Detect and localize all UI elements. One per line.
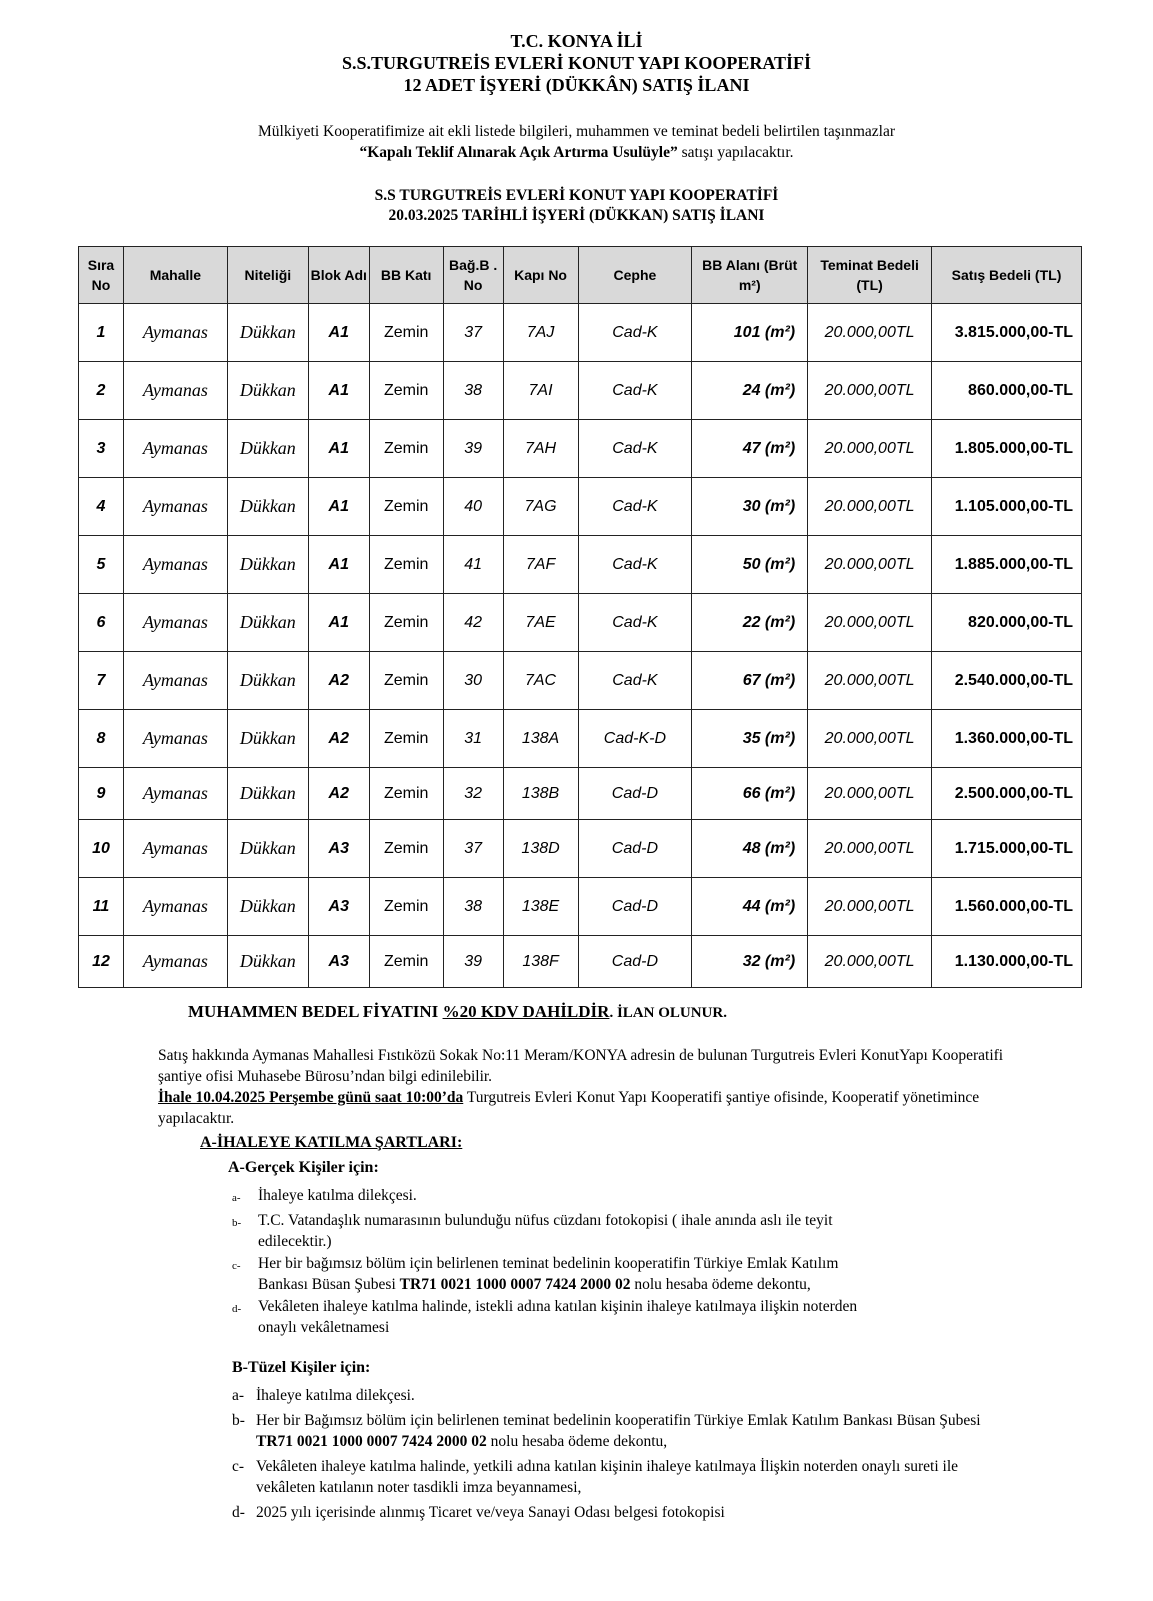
condition-item [232,1253,892,1295]
cell-mahalle: Aymanas [123,768,227,820]
cell-alan: 32 (m²) [692,936,808,988]
table-row [79,878,1082,936]
vat-included: %20 KDV DAHİLDİR [442,1002,610,1021]
cell-cephe: Cad-K [578,652,692,710]
cell-bag: 39 [443,936,503,988]
cell-blok: A1 [308,536,369,594]
cell-no: 2 [79,362,124,420]
intro-rest: satışı yapılacaktır. [677,144,794,161]
cell-kat: Zemin [369,820,443,878]
item-text-pre: Her bir Bağımsız bölüm için belirlenen teminat bedelinin kooperatifin Türkiye Emlak Katılım Bankası Büsan Şubesi [256,1412,981,1429]
cell-cephe: Cad-K-D [578,710,692,768]
document-title [0,30,1153,96]
title-line-2: S.S.TURGUTREİS EVLERİ KONUT YAPI KOOPERATİFİ [341,53,812,73]
cell-nitelik: Dükkan [227,710,308,768]
cell-satis: 820.000,00-TL [932,594,1082,652]
cell-cephe: Cad-D [578,768,692,820]
item-text: T.C. Vatandaşlık numarasının bulunduğu nüfus cüzdanı fotokopisi ( ihale anında aslı ile teyit edilecektir.) [258,1212,833,1250]
item-marker: d- [232,1504,245,1521]
cell-nitelik: Dükkan [227,936,308,988]
table-row [79,820,1082,878]
iban-number: TR71 0021 1000 0007 7424 2000 02 [256,1433,487,1450]
cell-nitelik: Dükkan [227,420,308,478]
column-header: Mahalle [123,247,227,304]
cell-alan: 35 (m²) [692,710,808,768]
item-text: İhaleye katılma dilekçesi. [256,1387,415,1404]
cell-bag: 30 [443,652,503,710]
cell-cephe: Cad-D [578,878,692,936]
cell-teminat: 20.000,00TL [808,362,932,420]
vat-suffix: . İLAN OLUNUR. [609,1005,727,1021]
cell-nitelik: Dükkan [227,878,308,936]
info-paragraph [158,1045,1008,1129]
cell-teminat: 20.000,00TL [808,768,932,820]
cell-nitelik: Dükkan [227,820,308,878]
property-table [78,246,1082,988]
cell-satis: 1.360.000,00-TL [932,710,1082,768]
cell-cephe: Cad-K [578,420,692,478]
cell-alan: 50 (m²) [692,536,808,594]
cell-cephe: Cad-K [578,362,692,420]
column-header: Bağ.B . No [443,247,503,304]
cell-satis: 1.560.000,00-TL [932,878,1082,936]
cell-blok: A3 [308,878,369,936]
cell-nitelik: Dükkan [227,768,308,820]
cell-bag: 42 [443,594,503,652]
auction-date: İhale 10.04.2025 Perşembe günü saat 10:00’da [158,1089,464,1106]
cell-kapi: 138D [503,820,578,878]
cell-satis: 1.885.000,00-TL [932,536,1082,594]
cell-mahalle: Aymanas [123,820,227,878]
cell-teminat: 20.000,00TL [808,420,932,478]
cell-no: 5 [79,536,124,594]
cell-bag: 38 [443,878,503,936]
item-marker: c- [232,1260,241,1272]
cell-alan: 67 (m²) [692,652,808,710]
cell-teminat: 20.000,00TL [808,652,932,710]
cell-teminat: 20.000,00TL [808,936,932,988]
iban-number: TR71 0021 1000 0007 7424 2000 02 [399,1276,631,1293]
cell-kat: Zemin [369,362,443,420]
cell-alan: 30 (m²) [692,478,808,536]
cell-mahalle: Aymanas [123,710,227,768]
cell-bag: 41 [443,536,503,594]
real-persons-title: A-Gerçek Kişiler için: [228,1159,379,1176]
table-row [79,768,1082,820]
title-line-3: 12 ADET İŞYERİ (DÜKKÂN) SATIŞ İLANI [403,75,750,95]
sale-method: “Kapalı Teklif Alınarak Açık Artırma Usulüyle” [359,144,678,161]
conditions-title: A-İHALEYE KATILMA ŞARTLARI: [200,1134,463,1151]
column-header: Niteliği [227,247,308,304]
cell-satis: 1.105.000,00-TL [932,478,1082,536]
cell-kapi: 7AG [503,478,578,536]
cell-no: 1 [79,304,124,362]
subtitle-line-1: S.S TURGUTREİS EVLERİ KONUT YAPI KOOPERATİFİ [374,187,779,204]
cell-satis: 1.715.000,00-TL [932,820,1082,878]
cell-alan: 24 (m²) [692,362,808,420]
cell-bag: 32 [443,768,503,820]
cell-kapi: 7AJ [503,304,578,362]
cell-bag: 31 [443,710,503,768]
cell-kapi: 7AI [503,362,578,420]
cell-bag: 39 [443,420,503,478]
item-text [258,1253,892,1295]
cell-mahalle: Aymanas [123,362,227,420]
table-row [79,936,1082,988]
cell-blok: A3 [308,820,369,878]
cell-blok: A1 [308,594,369,652]
cell-kat: Zemin [369,304,443,362]
auction-location: Turgutreis Evleri Konut Yapı Kooperatifi şantiye ofisinde, Kooperatif yönetimince yapılacaktır. [158,1089,980,1127]
table-row [79,710,1082,768]
cell-no: 10 [79,820,124,878]
cell-kat: Zemin [369,936,443,988]
cell-kat: Zemin [369,594,443,652]
cell-alan: 44 (m²) [692,878,808,936]
cell-bag: 38 [443,362,503,420]
item-text-post: nolu hesaba ödeme dekontu, [486,1433,668,1450]
condition-item [232,1502,992,1523]
item-marker: a- [232,1192,241,1204]
column-header: Sıra No [79,247,124,304]
item-text: İhaleye katılma dilekçesi. [258,1187,417,1204]
cell-blok: A2 [308,652,369,710]
cell-no: 9 [79,768,124,820]
cell-alan: 66 (m²) [692,768,808,820]
item-text-pre: Her bir bağımsız bölüm için belirlenen teminat bedelinin kooperatifin Türkiye Emlak Katılım Bankası Büsan Şubesi [258,1255,839,1293]
column-header: BB Katı [369,247,443,304]
cell-nitelik: Dükkan [227,594,308,652]
cell-alan: 48 (m²) [692,820,808,878]
item-marker: b- [232,1217,242,1229]
column-header: Cephe [578,247,692,304]
item-text [256,1410,992,1452]
cell-alan: 22 (m²) [692,594,808,652]
cell-nitelik: Dükkan [227,536,308,594]
cell-cephe: Cad-K [578,304,692,362]
column-header: Satış Bedeli (TL) [932,247,1082,304]
cell-kat: Zemin [369,768,443,820]
cell-mahalle: Aymanas [123,478,227,536]
cell-alan: 47 (m²) [692,420,808,478]
cell-satis: 1.805.000,00-TL [932,420,1082,478]
real-persons-list [232,1185,892,1339]
condition-item [232,1185,892,1209]
cell-satis: 2.500.000,00-TL [932,768,1082,820]
item-marker: c- [232,1458,245,1475]
condition-item [232,1385,992,1406]
vat-prefix: MUHAMMEN BEDEL FİYATINI [188,1002,443,1021]
cell-kat: Zemin [369,536,443,594]
cell-cephe: Cad-D [578,936,692,988]
table-row [79,536,1082,594]
cell-mahalle: Aymanas [123,536,227,594]
table-header-row [79,247,1082,304]
cell-kat: Zemin [369,710,443,768]
item-text: Vekâleten ihaleye katılma halinde, yetkili adına katılan kişinin ihaleye katılmaya İlişkin noterden onaylı sureti ile vekâleten katılanın noter tasdikli imza beyannamesi, [256,1458,959,1496]
cell-satis: 1.130.000,00-TL [932,936,1082,988]
cell-no: 7 [79,652,124,710]
cell-kapi: 7AE [503,594,578,652]
cell-nitelik: Dükkan [227,652,308,710]
condition-item [232,1456,992,1498]
legal-entities-title: B-Tüzel Kişiler için: [232,1359,371,1376]
vat-notice [188,1002,727,1022]
cell-mahalle: Aymanas [123,652,227,710]
listing-subtitle [0,186,1153,226]
cell-nitelik: Dükkan [227,362,308,420]
cell-cephe: Cad-D [578,820,692,878]
cell-satis: 2.540.000,00-TL [932,652,1082,710]
cell-blok: A1 [308,362,369,420]
cell-bag: 37 [443,820,503,878]
cell-kapi: 7AH [503,420,578,478]
item-marker: d- [232,1303,242,1315]
table-row [79,594,1082,652]
cell-teminat: 20.000,00TL [808,710,932,768]
cell-blok: A1 [308,420,369,478]
column-header: Kapı No [503,247,578,304]
cell-blok: A2 [308,768,369,820]
cell-blok: A1 [308,304,369,362]
title-line-1: T.C. KONYA İLİ [510,31,643,51]
cell-mahalle: Aymanas [123,878,227,936]
cell-cephe: Cad-K [578,536,692,594]
cell-no: 11 [79,878,124,936]
intro-line-2 [0,142,1153,163]
cell-teminat: 20.000,00TL [808,594,932,652]
cell-kapi: 7AF [503,536,578,594]
cell-kapi: 138E [503,878,578,936]
condition-item [232,1210,892,1252]
item-marker: a- [232,1387,245,1404]
cell-no: 6 [79,594,124,652]
column-header: Teminat Bedeli (TL) [808,247,932,304]
cell-kat: Zemin [369,478,443,536]
condition-item [232,1410,992,1452]
cell-no: 12 [79,936,124,988]
cell-satis: 860.000,00-TL [932,362,1082,420]
info-line: Satış hakkında Aymanas Mahallesi Fıstıközü Sokak No:11 Meram/KONYA adresin de bulunan Turgutreis Evleri KonutYapı Kooperatifi şantiye ofisi Muhasebe Bürosu’ndan bilgi edinilebilir. [158,1047,1004,1085]
cell-kapi: 138B [503,768,578,820]
cell-blok: A3 [308,936,369,988]
table-row [79,420,1082,478]
cell-cephe: Cad-K [578,478,692,536]
item-text: 2025 yılı içerisinde alınmış Ticaret ve/veya Sanayi Odası belgesi fotokopisi [256,1504,725,1521]
cell-bag: 37 [443,304,503,362]
cell-kapi: 7AC [503,652,578,710]
intro-line-1: Mülkiyeti Kooperatifimize ait ekli listede bilgileri, muhammen ve teminat bedeli belirtilen taşınmazlar [257,123,896,140]
item-text: Vekâleten ihaleye katılma halinde, istekli adına katılan kişinin ihaleye katılmaya ilişkin noterden onaylı vekâletnamesi [258,1298,858,1336]
table-row [79,478,1082,536]
cell-mahalle: Aymanas [123,936,227,988]
cell-bag: 40 [443,478,503,536]
subtitle-line-2: 20.03.2025 TARİHLİ İŞYERİ (DÜKKAN) SATIŞ İLANI [388,207,765,224]
cell-teminat: 20.000,00TL [808,536,932,594]
condition-item [232,1296,892,1338]
cell-mahalle: Aymanas [123,304,227,362]
item-marker: b- [232,1412,245,1429]
cell-satis: 3.815.000,00-TL [932,304,1082,362]
cell-mahalle: Aymanas [123,594,227,652]
cell-kapi: 138A [503,710,578,768]
cell-alan: 101 (m²) [692,304,808,362]
intro-paragraph [0,121,1153,163]
cell-teminat: 20.000,00TL [808,304,932,362]
cell-kat: Zemin [369,652,443,710]
table-row [79,304,1082,362]
cell-nitelik: Dükkan [227,478,308,536]
cell-kat: Zemin [369,420,443,478]
cell-teminat: 20.000,00TL [808,478,932,536]
cell-kapi: 138F [503,936,578,988]
cell-mahalle: Aymanas [123,420,227,478]
column-header: BB Alanı (Brüt m²) [692,247,808,304]
cell-no: 3 [79,420,124,478]
cell-kat: Zemin [369,878,443,936]
table-row [79,362,1082,420]
item-text-post: nolu hesaba ödeme dekontu, [630,1276,811,1293]
cell-nitelik: Dükkan [227,304,308,362]
table-row [79,652,1082,710]
cell-blok: A2 [308,710,369,768]
legal-entities-list [232,1385,992,1527]
column-header: Blok Adı [308,247,369,304]
cell-blok: A1 [308,478,369,536]
cell-no: 8 [79,710,124,768]
auction-date-line [158,1087,1008,1129]
cell-no: 4 [79,478,124,536]
cell-teminat: 20.000,00TL [808,820,932,878]
cell-cephe: Cad-K [578,594,692,652]
cell-teminat: 20.000,00TL [808,878,932,936]
